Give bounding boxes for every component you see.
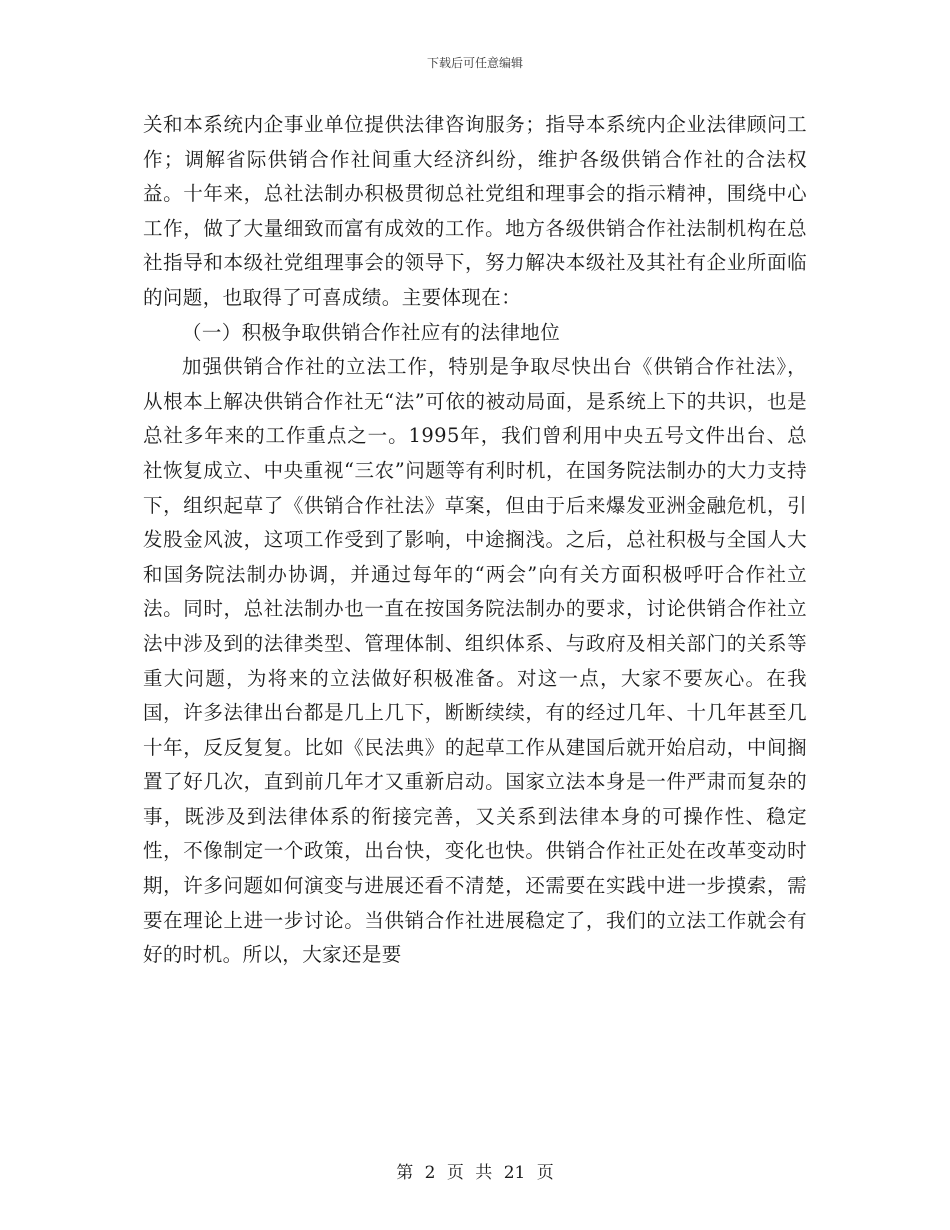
page-footer: 第 2 页 共 21 页	[396, 1163, 554, 1183]
page-header: 下载后可任意编辑	[426, 56, 523, 70]
document-body	[143, 108, 807, 973]
paragraph-legislation: 加强供销合作社的立法工作，特别是争取尽快出台《供销合作社法》，从根本上解决供销合作社无“法”可依的被动局面，是系统上下的共识，也是总社多年来的工作重点之一。1995年，我们曾利用中央五号文件出台、总社恢复成立、中央重视“三农”问题等有利时机，在国务院法制办的大力支持下，组织起草了《供销合作社法》草案，但由于后来爆发亚洲金融危机，引发股金风波，这项工作受到了影响，中途搁浅。之后，总社积极与全国人大和国务院法制办协调，并通过每年的“两会”向有关方面积极呼吁合作社立法。同时，总社法制办也一直在按国务院法制办的要求，讨论供销合作社立法中涉及到的法律类型、管理体制、组织体系、与政府及相关部门的关系等重大问题，为将来的立法做好积极准备。对这一点，大家不要灰心。在我国，许多法律出台都是几上几下，断断续续，有的经过几年、十几年甚至几十年，反反复复。比如《民法典》的起草工作从建国后就开始启动，中间搁置了好几次，直到前几年才又重新启动。国家立法本身是一件严肃而复杂的事，既涉及到法律体系的衔接完善，又关系到法律本身的可操作性、稳定性，不像制定一个政策，出台快，变化也快。供销合作社正处在改革变动时期，许多问题如何演变与进展还看不清楚，还需要在实践中进一步摸索，需要在理论上进一步讨论。当供销合作社进展稳定了，我们的立法工作就会有好的时机。所以，大家还是要	[143, 355, 807, 967]
section-heading: （一）积极争取供销合作社应有的法律地位	[182, 320, 561, 344]
paragraph-continued: 关和本系统内企事业单位提供法律咨询服务；指导本系统内企业法律顾问工作；调解省际供销合作社间重大经济纠纷，维护各级供销合作社的合法权益。十年来，总社法制办积极贯彻总社党组和理事会的指示精神，围绕中心工作，做了大量细致而富有成效的工作。地方各级供销合作社法制机构在总社指导和本级社党组理事会的领导下，努力解决本级社及其社有企业所面临的问题，也取得了可喜成绩。主要体现在：	[143, 113, 807, 309]
